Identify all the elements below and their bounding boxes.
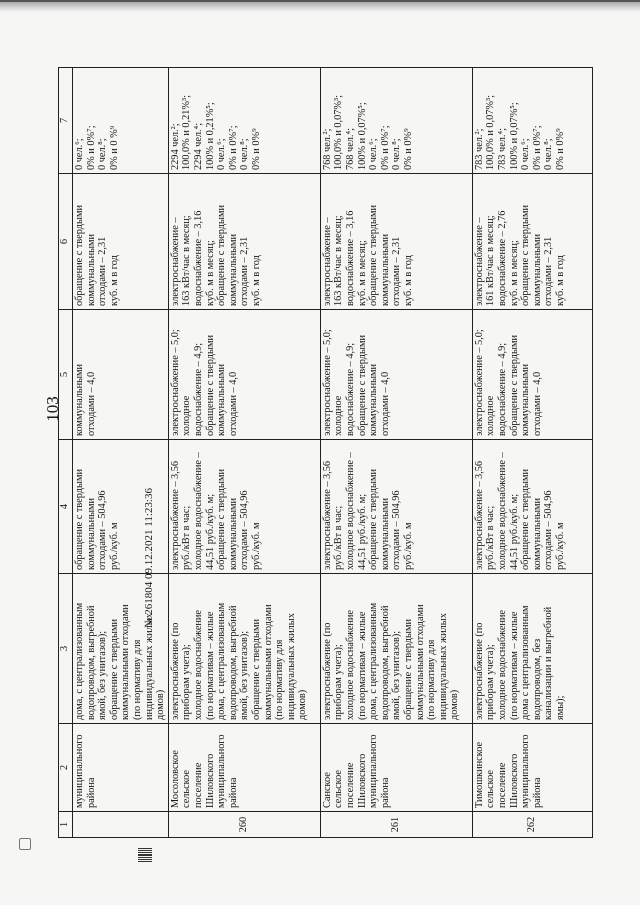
cell-line: 0 чел.⁸;: [239, 138, 251, 170]
cell-line: обращение с твердыми: [250, 619, 262, 720]
cell-line: электроснабжение (по: [169, 622, 181, 720]
cell-line: отходами – 4,0: [85, 371, 97, 436]
cell-line: 0% и 0%⁹: [554, 128, 566, 170]
cell-line: отходами – 4,0: [531, 371, 543, 436]
table-cell-col7: [472, 68, 592, 174]
cell-line: 0% и 0%⁷;: [379, 125, 391, 170]
cell-line: электроснабжение –: [321, 217, 333, 306]
cell-line: руб./кВт в час;: [181, 505, 193, 570]
cell-line: района: [531, 777, 543, 808]
cell-line: дома с централизованным: [520, 605, 532, 720]
cell-line: 2294 чел.⁴;: [192, 122, 204, 170]
cell-line: 163 кВт/час в месяц;: [333, 215, 345, 306]
scan-edge-line: [0, 0, 640, 2]
cell-line: обращение с твердыми: [108, 619, 120, 720]
table-cell-col2: [320, 724, 472, 812]
cell-line: приборам учета);: [333, 644, 345, 720]
cell-line: Шиловского: [508, 753, 520, 808]
cell-line: 100,0% и 0,07%³;: [333, 95, 345, 170]
cell-line: электроснабжение – 3,56: [169, 460, 181, 570]
cell-line: коммунальными отходами: [414, 604, 426, 720]
cell-line: сельское: [485, 770, 497, 808]
cell-line: отходами – 504,96: [239, 490, 251, 570]
cell-line: обращение с твердыми: [204, 335, 216, 436]
cell-line: 783 чел.²;: [473, 128, 485, 170]
cell-line: электроснабжение –: [473, 217, 485, 306]
cell-line: 100,0% и 0,21%³;: [181, 95, 193, 170]
cell-line: руб./куб. м: [554, 522, 566, 570]
header-cell-1: 1: [59, 812, 73, 838]
cell-line: водопроводом, выгребной: [379, 605, 391, 720]
table-cell-col7: [320, 68, 472, 174]
table-cell-col3: [320, 574, 472, 724]
cell-line: 100% и 0,07%⁵;: [508, 102, 520, 170]
cell-line: 768 чел.⁴;: [344, 128, 356, 170]
rotated-table-wrapper: [58, 68, 590, 838]
cell-line: 0% и 0%⁷;: [85, 125, 97, 170]
cell-line: муниципального: [74, 734, 85, 808]
cell-line: (по нормативам – жилые: [356, 611, 368, 720]
registration-stamp: № 261804 09.12.2021 11:23:36: [143, 488, 155, 628]
cell-line: 0 чел.⁶;: [216, 138, 228, 170]
cell-line: водоснабжение – 4,9;: [496, 342, 508, 436]
cell-line: обращение с твердыми: [368, 469, 380, 570]
cell-line: холодное водоснабжение –: [344, 452, 356, 570]
cell-line: поселение: [496, 762, 508, 808]
cell-line: индивидуальных жилых: [143, 613, 155, 720]
table-cell-col3: [472, 574, 592, 724]
table-cell-col7: [73, 68, 169, 174]
table-cell-col6: [168, 174, 320, 310]
cell-line: домов): [449, 689, 461, 720]
cell-line: электроснабжение (по: [473, 622, 485, 720]
header-row: [59, 68, 73, 838]
cell-line: 100% и 0,21%⁵;: [204, 102, 216, 170]
cell-line: 44,51 руб./куб. м;: [508, 493, 520, 570]
cell-line: района: [227, 777, 239, 808]
row-number-cell: [73, 812, 169, 838]
cell-line: отходами – 4,0: [379, 371, 391, 436]
table-cell-col2: [73, 724, 169, 812]
cell-line: 163 кВт/час в месяц;: [181, 215, 193, 306]
cell-line: коммунальными: [74, 363, 85, 436]
cell-line: дома, с централизованным: [368, 602, 380, 720]
table-row: [320, 68, 472, 838]
cell-line: 0% и 0%⁷;: [227, 125, 239, 170]
table-cell-col2: [168, 724, 320, 812]
cell-line: индивидуальных жилых: [285, 613, 297, 720]
cell-line: 100% и 0,07%⁵;: [356, 102, 368, 170]
cell-line: холодное водоснабжение: [496, 610, 508, 720]
cell-line: дома, с централизованным: [216, 602, 228, 720]
cell-line: обращение с твердыми: [520, 469, 532, 570]
cell-line: холодное: [333, 395, 345, 436]
header-cell-3: 3: [59, 574, 73, 724]
cell-line: (по нормативам – жилые: [508, 611, 520, 720]
cell-line: холодное: [485, 395, 497, 436]
cell-line: куб. м в год: [554, 255, 566, 306]
cell-line: руб./куб. м: [402, 522, 414, 570]
table-cell-col6: [320, 174, 472, 310]
cell-line: куб. м в год: [402, 255, 414, 306]
cell-line: домов): [155, 689, 167, 720]
cell-line: приборам учета);: [485, 644, 497, 720]
header-cell-6: 6: [59, 174, 73, 310]
cell-line: отходами – 2,31: [543, 236, 555, 306]
cell-line: водопроводом, выгребной: [85, 605, 97, 720]
cell-line: куб. м в год: [108, 255, 120, 306]
cell-line: муниципального: [368, 734, 380, 808]
cell-line: руб./кВт в час;: [333, 505, 345, 570]
cell-line: холодное водоснабжение: [192, 610, 204, 720]
cell-line: коммунальными: [85, 497, 97, 570]
cell-line: коммунальными отходами: [262, 604, 274, 720]
cell-line: обращение с твердыми: [402, 619, 414, 720]
cell-line: водоснабжение – 4,9;: [192, 342, 204, 436]
cell-line: электроснабжение – 3,56: [473, 460, 485, 570]
table-cell-col4: [168, 440, 320, 574]
table-cell-col5: [168, 310, 320, 440]
cell-line: Санское: [321, 772, 333, 808]
cell-line: дома, с централизованным: [74, 602, 85, 720]
cell-line: района: [379, 777, 391, 808]
cell-line: Шиловского: [356, 753, 368, 808]
cell-line: 44,51 руб./куб. м;: [204, 493, 216, 570]
cell-line: 0% и 0 %⁹: [108, 125, 120, 170]
cell-line: района: [85, 777, 97, 808]
table-cell-col6: [73, 174, 169, 310]
cell-line: обращение с твердыми: [216, 205, 228, 306]
row-number-cell: 262: [472, 812, 592, 838]
table-row: [472, 68, 592, 838]
cell-line: куб. м в месяц;: [508, 240, 520, 306]
cell-line: электроснабжение –: [169, 217, 181, 306]
cell-line: приборам учета);: [181, 644, 193, 720]
cell-line: 161 кВт/час в месяц;: [485, 215, 497, 306]
cell-line: 0% и 0%⁹: [250, 128, 262, 170]
cell-line: отходами – 504,96: [97, 490, 109, 570]
cell-line: холодное водоснабжение –: [496, 452, 508, 570]
table-cell-col2: [472, 724, 592, 812]
cell-line: 783 чел.⁴;: [496, 128, 508, 170]
header-cell-4: 4: [59, 440, 73, 574]
cell-line: 0 чел.⁸;: [97, 138, 109, 170]
header-cell-2: 2: [59, 724, 73, 812]
cell-line: 0 чел.⁶;: [368, 138, 380, 170]
cell-line: отходами – 2,31: [391, 236, 403, 306]
cell-line: отходами – 504,96: [543, 490, 555, 570]
cell-line: руб./куб. м: [108, 522, 120, 570]
cell-line: 0% и 0%⁷;: [531, 125, 543, 170]
cell-line: коммунальными: [227, 233, 239, 306]
table-cell-col5: [320, 310, 472, 440]
cell-line: (по нормативу для: [426, 639, 438, 720]
cell-line: домов): [297, 689, 309, 720]
barcode-icon: [138, 848, 208, 862]
cell-line: коммунальными отходами: [120, 604, 132, 720]
cell-line: электроснабжение – 5,0;: [169, 329, 181, 436]
cell-line: 44,51 руб./куб. м;: [356, 493, 368, 570]
cell-line: руб./кВт в час;: [485, 505, 497, 570]
cell-line: электроснабжение – 3,56: [321, 460, 333, 570]
cell-line: водоснабжение – 3,16: [344, 210, 356, 306]
cell-line: обращение с твердыми: [74, 469, 85, 570]
cell-line: электроснабжение (по: [321, 622, 333, 720]
tariff-table: [58, 67, 593, 838]
cell-line: руб./куб. м: [250, 522, 262, 570]
cell-line: водоснабжение – 3,16: [192, 210, 204, 306]
header-cell-7: 7: [59, 68, 73, 174]
cell-line: коммунальными: [531, 497, 543, 570]
cell-line: 0 чел.⁶;: [520, 138, 532, 170]
cell-line: обращение с твердыми: [508, 335, 520, 436]
cell-line: ямой, без унитазов);: [239, 630, 251, 720]
cell-line: коммунальными: [379, 497, 391, 570]
cell-line: водопроводом, выгребной: [227, 605, 239, 720]
cell-line: коммунальными: [531, 233, 543, 306]
cell-line: обращение с твердыми: [74, 205, 85, 306]
document-mark-icon: [19, 838, 31, 850]
table-cell-col7: [168, 68, 320, 174]
table-cell-col6: [472, 174, 592, 310]
cell-line: 0 чел.⁸;: [391, 138, 403, 170]
cell-line: водопроводом, без: [531, 638, 543, 720]
cell-line: коммунальными: [227, 497, 239, 570]
cell-line: коммунальными: [379, 233, 391, 306]
cell-line: отходами – 2,31: [239, 236, 251, 306]
cell-line: 2294 чел.²;: [169, 123, 181, 170]
cell-line: (по нормативам – жилые: [204, 611, 216, 720]
cell-line: Шиловского: [204, 753, 216, 808]
cell-line: отходами – 2,31: [97, 236, 109, 306]
cell-line: холодное: [181, 395, 193, 436]
cell-line: отходами – 4,0: [227, 371, 239, 436]
cell-line: Мосоловское: [169, 750, 181, 808]
table-body: [59, 68, 593, 838]
cell-line: обращение с твердыми: [356, 335, 368, 436]
cell-line: муниципального: [520, 734, 532, 808]
cell-line: сельское: [181, 770, 193, 808]
cell-line: 0% и 0%⁹: [402, 128, 414, 170]
cell-line: поселение: [192, 762, 204, 808]
cell-line: муниципального: [216, 734, 228, 808]
cell-line: коммунальными: [520, 363, 532, 436]
cell-line: 0 чел.⁸;: [543, 138, 555, 170]
table-row: [168, 68, 320, 838]
cell-line: холодное водоснабжение –: [192, 452, 204, 570]
row-number-cell: 260: [168, 812, 320, 838]
cell-line: ямой, без унитазов);: [391, 630, 403, 720]
cell-line: коммунальными: [368, 363, 380, 436]
cell-line: 768 чел.²;: [321, 128, 333, 170]
cell-line: электроснабжение – 5,0;: [321, 329, 333, 436]
cell-line: куб. м в год: [250, 255, 262, 306]
cell-line: 100,0% и 0,07%³;: [485, 95, 497, 170]
cell-line: куб. м в месяц;: [356, 240, 368, 306]
cell-line: поселение: [344, 762, 356, 808]
cell-line: Тимошкинское: [473, 741, 485, 808]
cell-line: 0 чел.⁶;: [74, 138, 85, 170]
cell-line: холодное водоснабжение: [344, 610, 356, 720]
table-cell-col3: [168, 574, 320, 724]
cell-line: электроснабжение – 5,0;: [473, 329, 485, 436]
cell-line: куб. м в месяц;: [204, 240, 216, 306]
table-cell-col5: [472, 310, 592, 440]
header-cell-5: 5: [59, 310, 73, 440]
cell-line: обращение с твердыми: [368, 205, 380, 306]
cell-line: отходами – 504,96: [391, 490, 403, 570]
cell-line: коммунальными: [216, 363, 228, 436]
cell-line: обращение с твердыми: [520, 205, 532, 306]
cell-line: канализации и выгребной: [543, 606, 555, 720]
cell-line: индивидуальных жилых: [437, 613, 449, 720]
cell-line: коммунальными: [85, 233, 97, 306]
cell-line: сельское: [333, 770, 345, 808]
row-number-cell: 261: [320, 812, 472, 838]
cell-line: ямой, без унитазов);: [97, 630, 109, 720]
cell-line: (по нормативу для: [131, 639, 143, 720]
cell-line: водоснабжение – 4,9;: [344, 342, 356, 436]
table-cell-col4: [320, 440, 472, 574]
cell-line: обращение с твердыми: [216, 469, 228, 570]
page-number: 103: [43, 396, 62, 422]
table-cell-col4: [472, 440, 592, 574]
cell-line: (по нормативу для: [274, 639, 286, 720]
cell-line: ямы);: [554, 695, 566, 720]
cell-line: водоснабжение – 2,76: [496, 210, 508, 306]
